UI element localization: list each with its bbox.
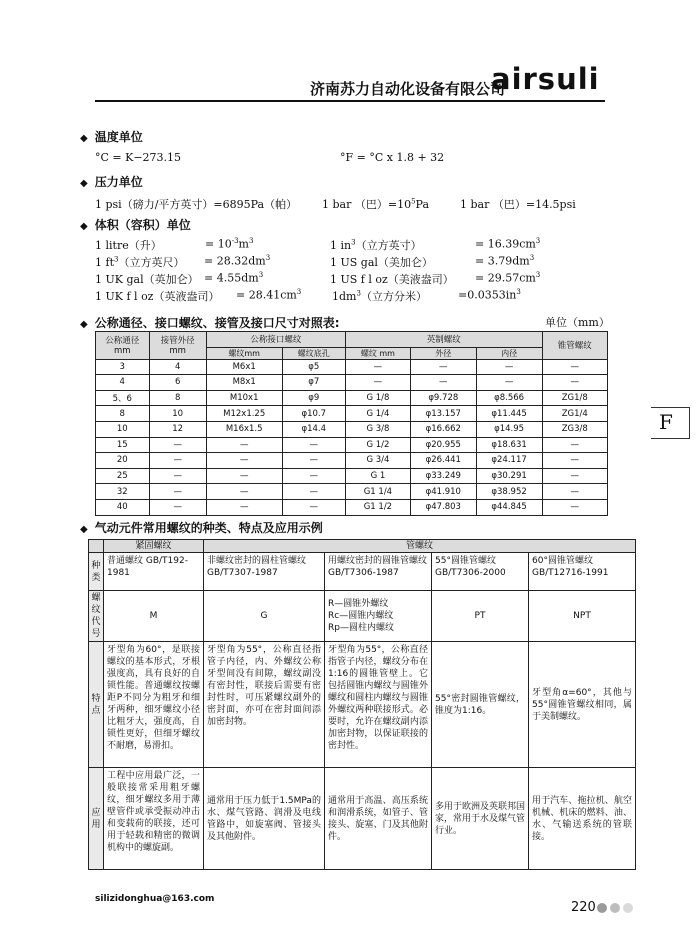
table-row bbox=[96, 484, 608, 500]
table-cell: M8x1 bbox=[206, 375, 282, 391]
table-cell: 25 bbox=[96, 468, 150, 484]
col-header-fasten: 紧固螺纹 bbox=[104, 540, 204, 553]
thread-size-table bbox=[95, 331, 608, 516]
volume-row-2-b: = $28.32dm^3$ bbox=[204, 254, 271, 268]
volume-row-3-c: 1 US f l oz（美液盎司） bbox=[330, 273, 454, 286]
table-cell: — bbox=[542, 375, 607, 391]
col-header-metric: 螺纹mm bbox=[206, 347, 282, 359]
volume-heading: ◆ 体积（容积）单位 bbox=[80, 218, 191, 232]
table-cell: 5、6 bbox=[96, 390, 150, 406]
diamond-bullet-icon: ◆ bbox=[80, 524, 88, 535]
pressure-line-1: 1 psi（磅力/平方英寸）=6895Pa（帕） bbox=[95, 198, 298, 211]
table-cell: — bbox=[542, 499, 607, 515]
table-cell: φ7 bbox=[282, 375, 345, 391]
type-cell-3: 用螺纹密封的圆锥管螺纹 GB/T7306-1987 bbox=[325, 553, 432, 591]
table-cell: φ26.441 bbox=[410, 453, 476, 469]
table-cell: — bbox=[282, 453, 345, 469]
table-cell: — bbox=[206, 499, 282, 515]
col-header-inner: 内径 bbox=[476, 347, 542, 359]
table-cell: φ47.803 bbox=[410, 499, 476, 515]
col-header-pipe: 锥管螺纹 bbox=[542, 332, 607, 360]
table-cell: — bbox=[206, 437, 282, 453]
temperature-heading: ◆ 温度单位 bbox=[80, 130, 143, 144]
code-cell-1: M bbox=[104, 591, 204, 642]
temperature-line-2: °F = °C x 1.8 + 32 bbox=[340, 151, 445, 164]
table-cell: ZG1/4 bbox=[542, 406, 607, 422]
table-cell: φ20.955 bbox=[410, 437, 476, 453]
table-cell: — bbox=[206, 468, 282, 484]
app-cell-4: 多用于欧洲及英联邦国家，常用于水及煤气管行业。 bbox=[432, 768, 529, 870]
app-cell-3: 通常用于高温、高压系统和润滑系统，如管子、管接头、旋塞、门及其他附件。 bbox=[325, 768, 432, 870]
table-cell: 12 bbox=[149, 421, 206, 437]
volume-row-4-a: 1 UK f l oz（英液盎司） bbox=[95, 290, 220, 303]
table-cell: 10 bbox=[149, 406, 206, 422]
table-cell: 15 bbox=[96, 437, 150, 453]
pressure-line-3: 1 bar （巴）=14.5psi bbox=[460, 198, 576, 211]
table-row bbox=[96, 499, 608, 515]
table-cell: 8 bbox=[96, 406, 150, 422]
section-tab[interactable] bbox=[651, 407, 690, 439]
table-cell: — bbox=[206, 484, 282, 500]
volume-row-1-c: 1 $in^3$（立方英寸） bbox=[330, 238, 422, 252]
row-label-app: 应用 bbox=[89, 768, 104, 870]
table-cell: — bbox=[542, 453, 607, 469]
table-cell: φ33.249 bbox=[410, 468, 476, 484]
thread-type-table bbox=[88, 539, 636, 870]
app-cell-1: 工程中应用最广泛，一般联接常采用粗牙螺纹，细牙螺纹多用于薄壁管件或承受振动冲击和变载荷的联接，还可用于轻载和精密的微调机构中的螺旋副。 bbox=[104, 768, 204, 870]
feature-cell-2: 牙型角为55°，公称直径指管子内径，内、外螺纹公称牙型间没有间隙，螺纹副没有密封性，联接后需要有密封性时，可压紧螺纹副外的密封面，亦可在密封面间添加密封物。 bbox=[204, 642, 325, 768]
table-cell: 32 bbox=[96, 484, 150, 500]
table-cell: G 3/8 bbox=[345, 421, 410, 437]
table-row bbox=[96, 437, 608, 453]
table-cell: — bbox=[345, 359, 410, 375]
table-cell: G 1/4 bbox=[345, 406, 410, 422]
table-cell: — bbox=[149, 499, 206, 515]
table-cell: φ18.631 bbox=[476, 437, 542, 453]
table-cell: — bbox=[282, 499, 345, 515]
table-cell: — bbox=[149, 484, 206, 500]
table2-heading: ◆ 气动元件常用螺纹的种类、特点及应用示例 bbox=[80, 521, 323, 535]
table-cell: — bbox=[282, 484, 345, 500]
table-cell: φ14.95 bbox=[476, 421, 542, 437]
table-cell: — bbox=[542, 437, 607, 453]
col-header-outer: 外径 bbox=[410, 347, 476, 359]
row-label-code: 螺纹代号 bbox=[89, 591, 104, 642]
table-cell: — bbox=[542, 359, 607, 375]
volume-row-4-c: $1dm^3$（立方分米） bbox=[332, 289, 427, 303]
volume-row-2-a: 1 $ft^3$（立方英尺） bbox=[95, 255, 185, 269]
feature-cell-1: 牙型角为60°，是联接螺纹的基本形式，牙根强度高，具有良好的自锁性能。普通螺纹按螺距P不同分为粗牙和细牙两种，细牙螺纹小径比粗牙大，强度高，自锁性更好，但细牙螺纹不耐磨，易滑扣。 bbox=[104, 642, 204, 768]
table-cell: ZG3/8 bbox=[542, 421, 607, 437]
table-cell: φ38.952 bbox=[476, 484, 542, 500]
table-cell: φ9 bbox=[282, 390, 345, 406]
app-cell-5: 用于汽车、拖拉机、航空机械、机床的燃料、油、水、气输送系统的管联接。 bbox=[529, 768, 636, 870]
table-cell: — bbox=[542, 468, 607, 484]
table-cell: φ44.845 bbox=[476, 499, 542, 515]
table-cell: — bbox=[410, 359, 476, 375]
table-row bbox=[96, 468, 608, 484]
table-cell: — bbox=[149, 437, 206, 453]
table-cell: G 3/4 bbox=[345, 453, 410, 469]
table-cell: φ9.728 bbox=[410, 390, 476, 406]
col-header-pipe-thread: 管螺纹 bbox=[204, 540, 636, 553]
table-cell: φ5 bbox=[282, 359, 345, 375]
table-cell: G1 1/4 bbox=[345, 484, 410, 500]
pressure-line-2: 1 bar （巴）$=10^5Pa$ bbox=[322, 197, 430, 211]
app-cell-2: 通常用于压力低于1.5MPa的水、煤气管路、润滑及电线管路中，如旋塞阀、管接头及其他附件。 bbox=[204, 768, 325, 870]
table-cell: M12x1.25 bbox=[206, 406, 282, 422]
table-row bbox=[96, 375, 608, 391]
table-cell: G1 1/2 bbox=[345, 499, 410, 515]
volume-row-1-d: = $16.39cm^3$ bbox=[475, 237, 541, 251]
page-number: 220 bbox=[571, 900, 596, 915]
col-header-od: 接管外径 mm bbox=[149, 332, 206, 360]
table-cell: φ30.291 bbox=[476, 468, 542, 484]
table-cell: — bbox=[476, 359, 542, 375]
table-cell: ZG1/8 bbox=[542, 390, 607, 406]
dot-icon bbox=[597, 903, 607, 913]
table-cell: 3 bbox=[96, 359, 150, 375]
temperature-line-1: °C = K−273.15 bbox=[95, 151, 182, 164]
header-rule bbox=[95, 100, 605, 102]
code-cell-3: R—圆锥外螺纹 Rc—圆锥内螺纹 Rp—圆柱内螺纹 bbox=[325, 591, 432, 642]
table-cell: φ13.157 bbox=[410, 406, 476, 422]
volume-row-3-b: = $4.55dm^3$ bbox=[204, 271, 264, 285]
feature-cell-3: 牙型角为55°，公称直径指管子内径，螺纹分布在1:16的圆锥管壁上。它包括圆锥内螺纹与圆锥外螺纹和圆柱内螺纹与圆锥外螺纹两种联接形式。必要时，允许在螺纹副内添加密封物，以保证联接的密封性。 bbox=[325, 642, 432, 768]
type-cell-2: 非螺纹密封的圆柱管螺纹 GB/T7307-1987 bbox=[204, 553, 325, 591]
table1-heading: ◆ 公称通径、接口螺纹、接管及接口尺寸对照表: bbox=[80, 316, 340, 330]
company-name: 济南苏力自动化设备有限公司 bbox=[310, 80, 506, 98]
volume-row-4-b: = $28.41cm^3$ bbox=[236, 288, 302, 302]
volume-row-2-d: = $3.79dm^3$ bbox=[475, 254, 535, 268]
table-cell: 10 bbox=[96, 421, 150, 437]
table-cell: G 1/8 bbox=[345, 390, 410, 406]
table-cell: — bbox=[345, 375, 410, 391]
col-header-hole: 螺纹底孔 bbox=[282, 347, 345, 359]
table-cell: — bbox=[149, 453, 206, 469]
table-cell: 40 bbox=[96, 499, 150, 515]
type-cell-5: 60°圆锥管螺纹 GB/T12716-1991 bbox=[529, 553, 636, 591]
type-cell-1: 普通螺纹 GB/T192-1981 bbox=[104, 553, 204, 591]
section-tab-letter: F bbox=[659, 410, 673, 434]
table-cell: 8 bbox=[149, 390, 206, 406]
table-cell: M6x1 bbox=[206, 359, 282, 375]
table-cell: 6 bbox=[149, 375, 206, 391]
footer-email[interactable]: silizidonghua@163.com bbox=[95, 894, 215, 904]
table-row bbox=[96, 453, 608, 469]
table-cell: — bbox=[476, 375, 542, 391]
table-cell: — bbox=[410, 375, 476, 391]
table-cell: — bbox=[206, 453, 282, 469]
pressure-heading: ◆ 压力单位 bbox=[80, 175, 143, 189]
col-header-port: 公称接口螺纹 bbox=[206, 332, 345, 348]
code-cell-4: PT bbox=[432, 591, 529, 642]
table-cell: φ16.662 bbox=[410, 421, 476, 437]
table-cell: 20 bbox=[96, 453, 150, 469]
table-cell: φ8.566 bbox=[476, 390, 542, 406]
volume-row-2-c: 1 US gal（美加仑） bbox=[330, 256, 433, 269]
diamond-bullet-icon: ◆ bbox=[80, 319, 88, 330]
diamond-bullet-icon: ◆ bbox=[80, 221, 88, 232]
table-cell: φ11.445 bbox=[476, 406, 542, 422]
volume-row-1-a: 1 litre（升） bbox=[95, 239, 162, 252]
table-row bbox=[96, 406, 608, 422]
table-cell: φ14.4 bbox=[282, 421, 345, 437]
volume-row-4-d: $=0.0353in^3$ bbox=[458, 288, 521, 302]
col-header-uk: 英制螺纹 bbox=[345, 332, 542, 348]
diamond-bullet-icon: ◆ bbox=[80, 178, 88, 189]
volume-row-3-d: = $29.57cm^3$ bbox=[475, 271, 541, 285]
table1-unit: 单位（mm） bbox=[545, 316, 610, 329]
volume-row-3-a: 1 UK gal（英加仑） bbox=[95, 273, 199, 286]
table-cell: M10x1 bbox=[206, 390, 282, 406]
col-header-thread: 螺纹 mm bbox=[345, 347, 410, 359]
code-cell-5: NPT bbox=[529, 591, 636, 642]
table-cell: φ24.117 bbox=[476, 453, 542, 469]
table-cell: — bbox=[282, 468, 345, 484]
table-cell: 4 bbox=[149, 359, 206, 375]
feature-cell-5: 牙型角α=60°，其他与55°圆锥管螺纹相同，属于美制螺纹。 bbox=[529, 642, 636, 768]
dot-icon bbox=[623, 903, 633, 913]
volume-row-1-b: = $10^{-3}m^3$ bbox=[205, 237, 254, 251]
table-row bbox=[96, 390, 608, 406]
feature-cell-4: 55°密封圆锥管螺纹，锥度为1:16。 bbox=[432, 642, 529, 768]
table-cell: φ41.910 bbox=[410, 484, 476, 500]
col-header-dn: 公称通径 mm bbox=[96, 332, 150, 360]
table-row bbox=[96, 421, 608, 437]
diamond-bullet-icon: ◆ bbox=[80, 133, 88, 144]
table-cell: G 1 bbox=[345, 468, 410, 484]
table-cell: — bbox=[282, 437, 345, 453]
table-cell: G 1/2 bbox=[345, 437, 410, 453]
dot-icon bbox=[610, 903, 620, 913]
brand-logo: airsuli bbox=[491, 62, 600, 96]
code-cell-2: G bbox=[204, 591, 325, 642]
table-cell: 4 bbox=[96, 375, 150, 391]
table-row bbox=[96, 359, 608, 375]
table-cell: M16x1.5 bbox=[206, 421, 282, 437]
row-label-type: 种类 bbox=[89, 553, 104, 591]
table-cell: φ10.7 bbox=[282, 406, 345, 422]
type-cell-4: 55°圆锥管螺纹 GB/T7306-2000 bbox=[432, 553, 529, 591]
table-cell: — bbox=[542, 484, 607, 500]
table-cell: — bbox=[149, 468, 206, 484]
row-label-feature: 特点 bbox=[89, 642, 104, 768]
